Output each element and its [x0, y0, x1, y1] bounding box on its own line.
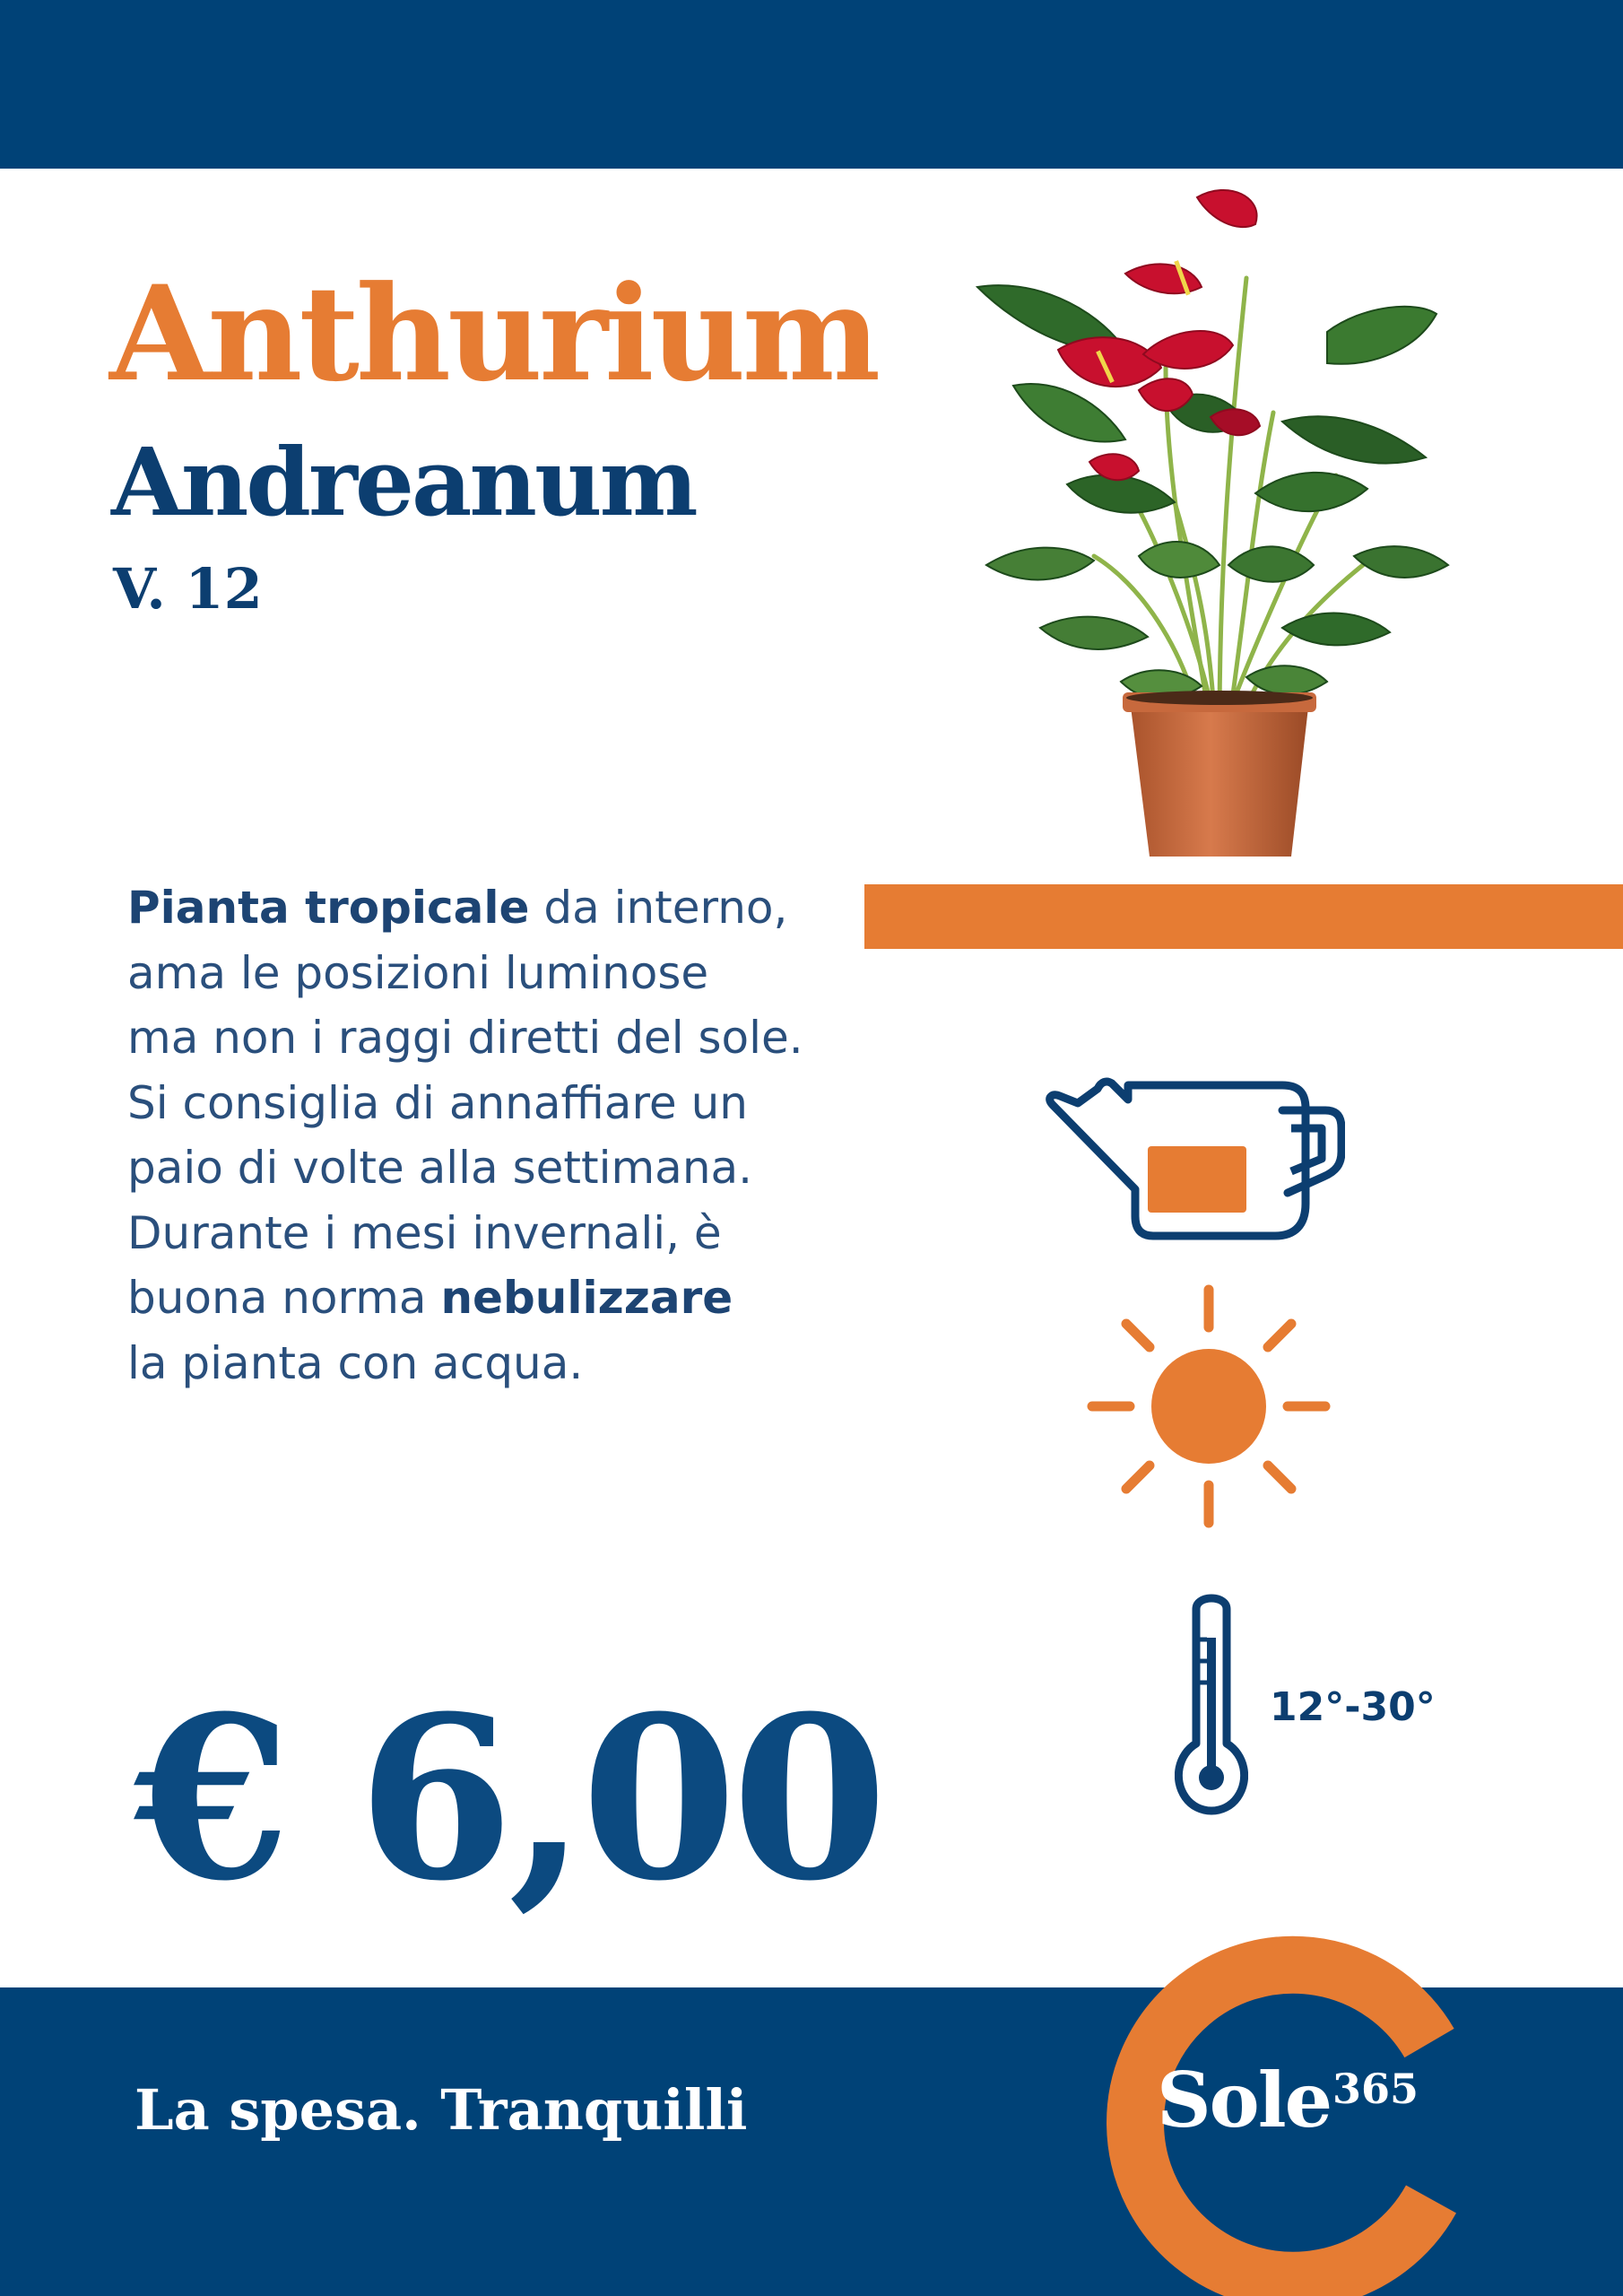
accent-bar — [864, 884, 1623, 949]
sun-icon — [1087, 1284, 1331, 1528]
logo-superscript: 365 — [1332, 2065, 1419, 2113]
description — [127, 875, 898, 1396]
product-size: V. 12 — [113, 556, 263, 622]
temperature-range: 12°-30° — [1270, 1684, 1436, 1730]
description-line — [127, 1005, 898, 1071]
description-line — [127, 1071, 898, 1136]
description-line — [127, 941, 898, 1006]
description-text: ma non i raggi diretti del sole. — [127, 1012, 803, 1064]
description-line — [127, 1265, 898, 1331]
description-line — [127, 1331, 898, 1396]
top-band — [0, 0, 1623, 169]
logo-text: Sole — [1157, 2056, 1332, 2144]
description-text: ama le posizioni luminose — [127, 946, 709, 999]
description-line — [127, 1135, 898, 1201]
description-line — [127, 1201, 898, 1266]
description-text: buona norma — [127, 1272, 441, 1324]
description-bold-text: nebulizzare — [440, 1272, 733, 1324]
description-bold-text: Pianta tropicale — [127, 882, 530, 934]
description-text: paio di volte alla settimana. — [127, 1142, 753, 1194]
watering-can-icon — [1040, 1046, 1345, 1252]
thermometer-icon — [1175, 1586, 1248, 1819]
price: € 6,00 — [135, 1666, 882, 1930]
description-text: Si consiglia di annaffiare un — [127, 1076, 748, 1129]
description-text: la pianta con acqua. — [127, 1336, 584, 1389]
product-name: Anthurium — [109, 257, 878, 411]
tagline: La spesa. Tranquilli — [135, 2077, 748, 2143]
product-species: Andreanum — [111, 427, 696, 537]
plant-image — [959, 179, 1462, 870]
description-text: da interno, — [529, 882, 788, 934]
description-text: Durante i mesi invernali, è — [127, 1206, 722, 1259]
description-line — [127, 875, 898, 941]
